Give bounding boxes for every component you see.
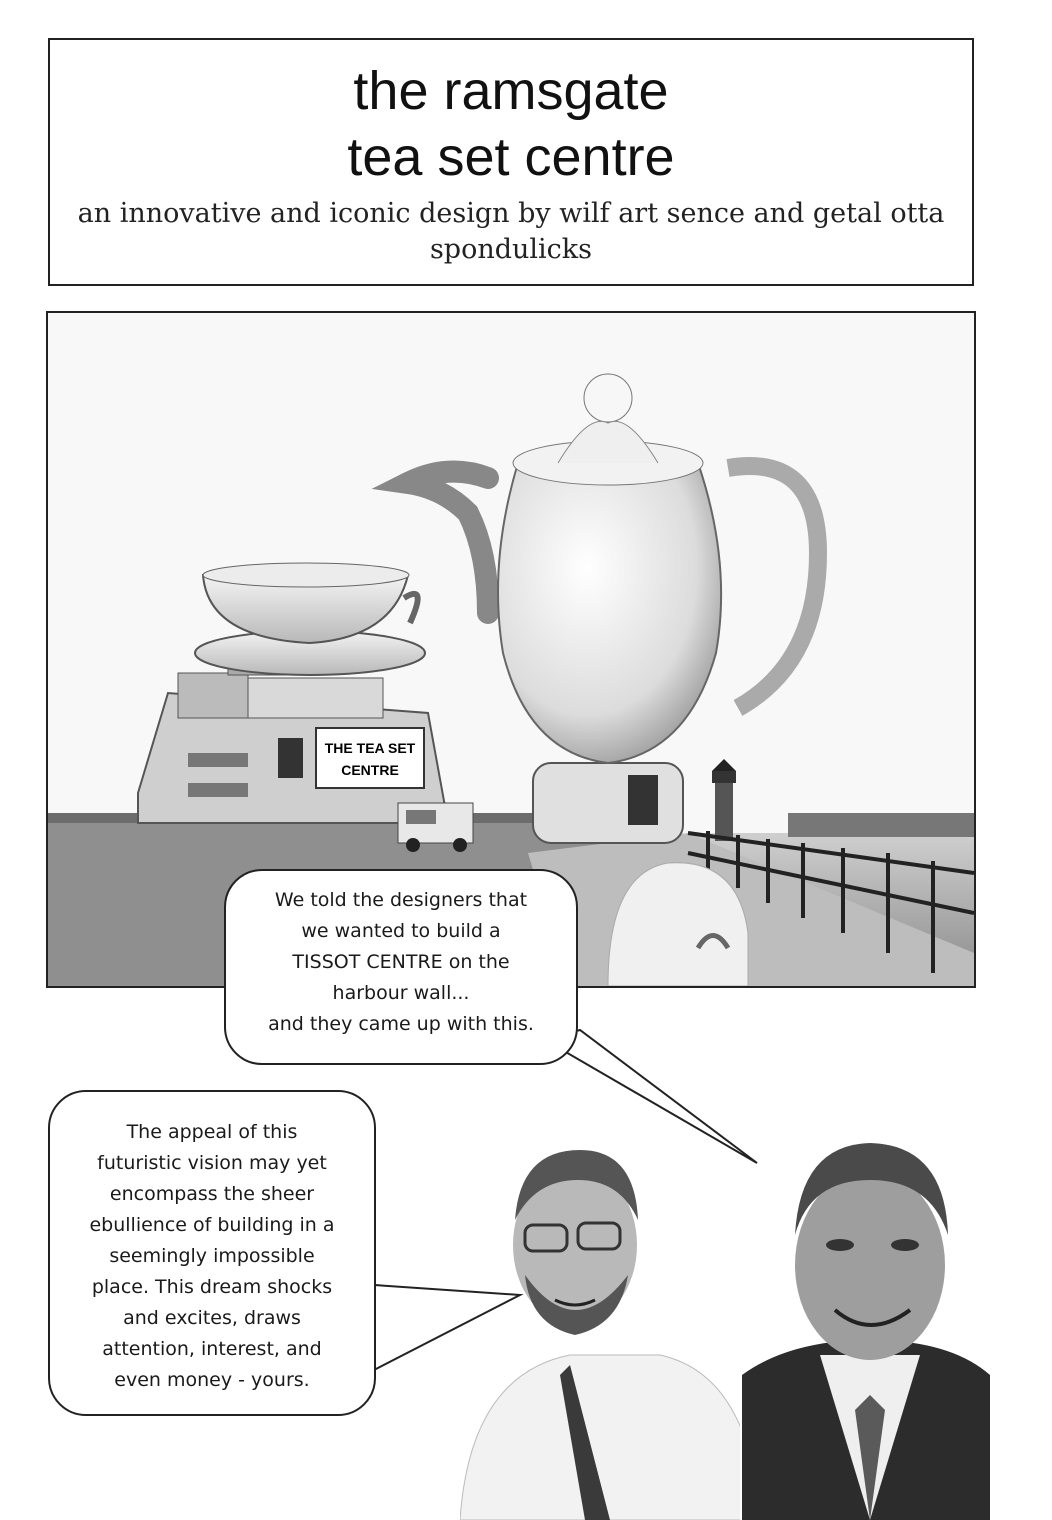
sign-text-line-1: THE TEA SET	[324, 740, 416, 756]
speech-bottom-line: The appeal of this	[126, 1121, 298, 1143]
speech-top-line: we wanted to build a	[301, 920, 501, 942]
speech-bottom-line: ebullience of building in a	[89, 1214, 335, 1236]
page-title-line-2: tea set centre	[347, 127, 675, 187]
speech-bubble-top	[224, 869, 578, 1065]
speech-bottom-line: place. This dream shocks	[91, 1276, 333, 1298]
lighthouse	[712, 759, 736, 841]
portrait-right-man	[740, 1143, 1000, 1520]
speech-top-line: We told the designers that	[274, 889, 528, 911]
portrait-left-man	[460, 1150, 760, 1520]
page-subtitle: an innovative and iconic design by wilf art sence and getal otta spondulicks	[77, 198, 945, 265]
speech-bottom-line: seemingly impossible	[109, 1245, 315, 1267]
portraits	[460, 1125, 1000, 1520]
sign-text-line-2: CENTRE	[341, 762, 399, 778]
speech-top-line: TISSOT CENTRE on the	[292, 951, 510, 973]
page-title-line-1: the ramsgate	[353, 61, 669, 121]
speech-bubble-bottom	[48, 1090, 376, 1416]
speech-top-line: harbour wall...	[332, 982, 470, 1004]
speech-bottom-line: futuristic vision may yet	[97, 1152, 327, 1174]
speech-bottom-line: and excites, draws	[123, 1307, 301, 1329]
speech-bottom-line: even money - yours.	[114, 1369, 310, 1391]
speech-top-line: and they came up with this.	[268, 1013, 534, 1035]
teapot-plinth	[533, 763, 683, 843]
speech-bottom-line: attention, interest, and	[102, 1338, 322, 1360]
tea-set-sign	[316, 728, 424, 788]
far-buildings	[788, 813, 974, 837]
speech-bottom-line: encompass the sheer	[109, 1183, 315, 1205]
title-box	[48, 38, 974, 286]
